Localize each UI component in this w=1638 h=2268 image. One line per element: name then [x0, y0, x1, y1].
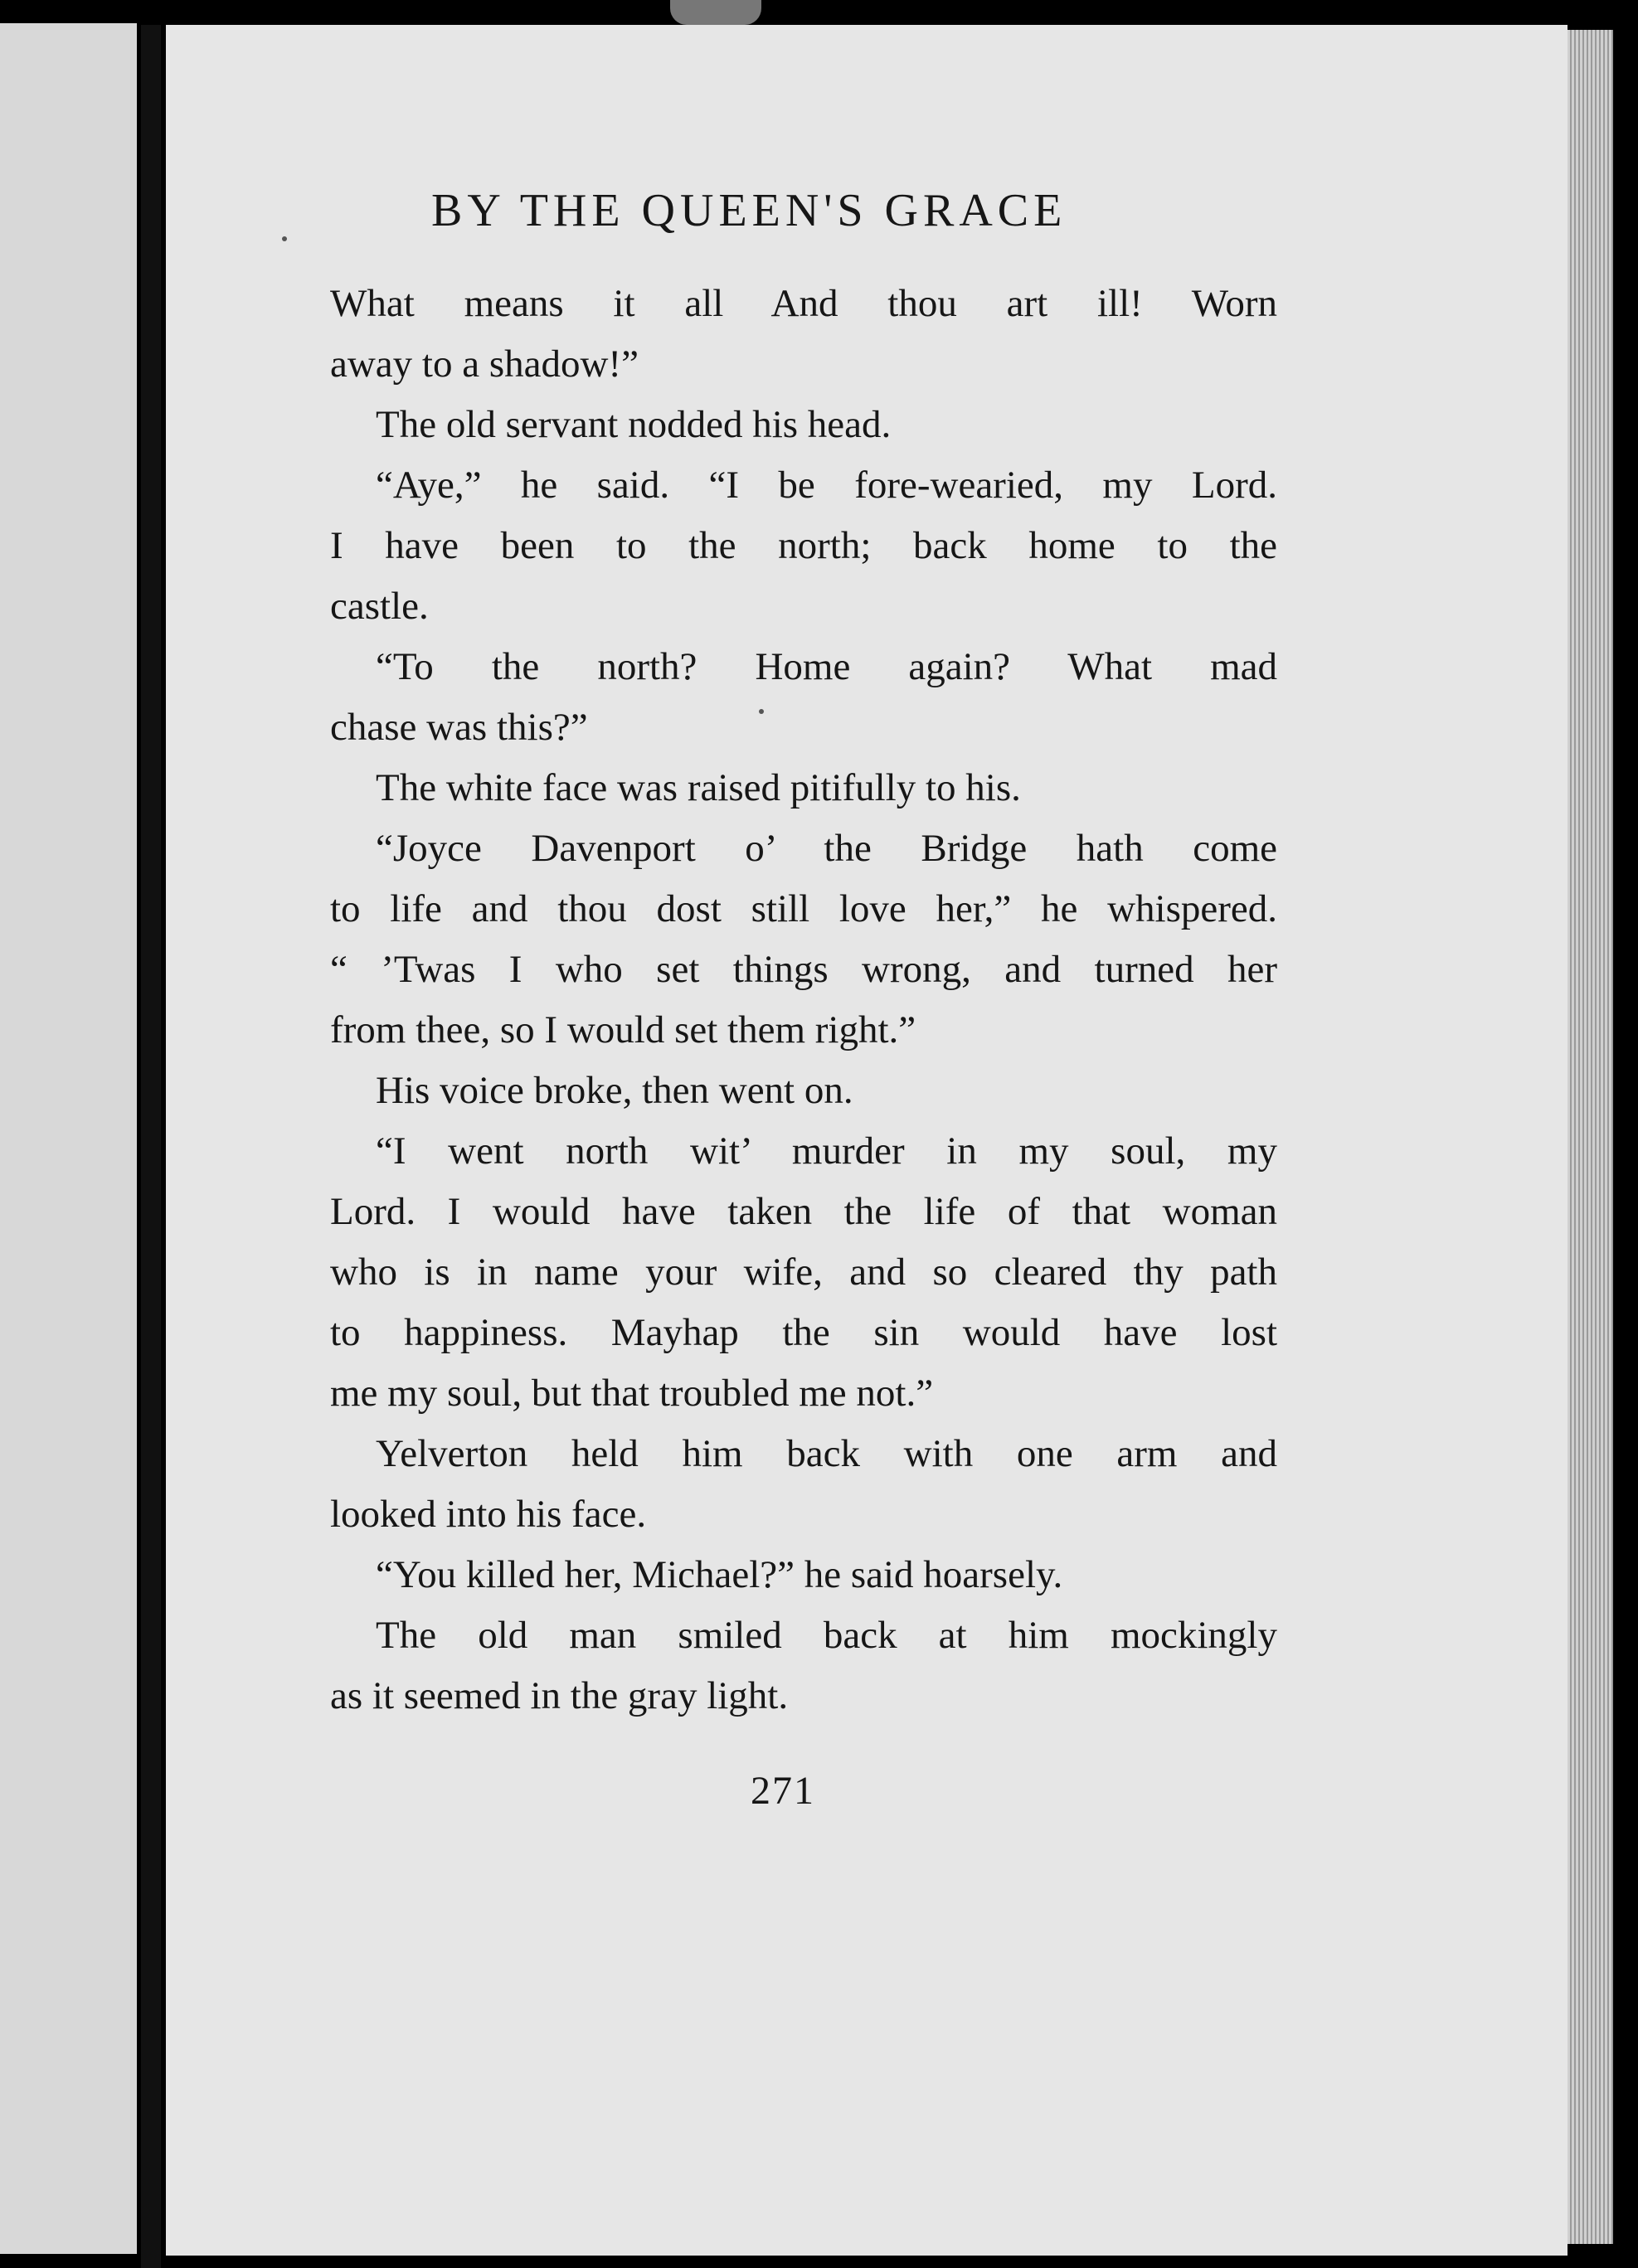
text-line: away to a shadow!”: [330, 342, 639, 386]
text-line: who is in name your wife, and so cleared thy path: [330, 1251, 1277, 1294]
text-line: “Joyce Davenport o’ the Bridge hath come: [376, 827, 1277, 870]
text-line: The white face was raised pitifully to his.: [376, 766, 1021, 809]
text-line: Yelverton held him back with one arm and: [376, 1432, 1277, 1475]
body-text: [330, 274, 1277, 1726]
text-line: to life and thou dost still love her,” he whispered.: [330, 887, 1277, 930]
page-number: 271: [751, 1769, 815, 1813]
text-line: The old servant nodded his head.: [376, 403, 892, 446]
text-line: from thee, so I would set them right.”: [330, 1008, 916, 1051]
text-line: What means it all And thou art ill! Worn: [330, 282, 1277, 325]
page-edges: [1568, 30, 1613, 2244]
ink-speck: [282, 236, 287, 241]
text-line: chase was this?”: [330, 706, 588, 749]
text-line: Lord. I would have taken the life of that woman: [330, 1190, 1277, 1233]
running-head: BY THE QUEEN'S GRACE: [431, 185, 1067, 236]
text-line: “You killed her, Michael?” he said hoarsely.: [376, 1553, 1063, 1596]
text-line: “To the north? Home again? What mad: [376, 645, 1277, 688]
text-line: “Aye,” he said. “I be fore-wearied, my Lord.: [376, 464, 1277, 507]
text-line: castle.: [330, 585, 429, 628]
text-line: looked into his face.: [330, 1493, 647, 1536]
ink-speck: [759, 709, 764, 714]
binding-mark: [670, 0, 761, 25]
text-line: The old man smiled back at him mockingly: [376, 1614, 1277, 1657]
text-line: me my soul, but that troubled me not.”: [330, 1372, 934, 1415]
facing-page-edge: [0, 23, 137, 2254]
text-line: His voice broke, then went on.: [376, 1069, 853, 1112]
text-line: “I went north wit’ murder in my soul, my: [376, 1129, 1277, 1173]
text-line: “ ’Twas I who set things wrong, and turned her: [330, 948, 1277, 991]
right-margin-shadow: [1613, 30, 1638, 2268]
text-line: to happiness. Mayhap the sin would have lost: [330, 1311, 1277, 1354]
text-line: as it seemed in the gray light.: [330, 1674, 789, 1717]
text-line: I have been to the north; back home to the: [330, 524, 1277, 567]
gutter-shadow: [141, 25, 161, 2268]
